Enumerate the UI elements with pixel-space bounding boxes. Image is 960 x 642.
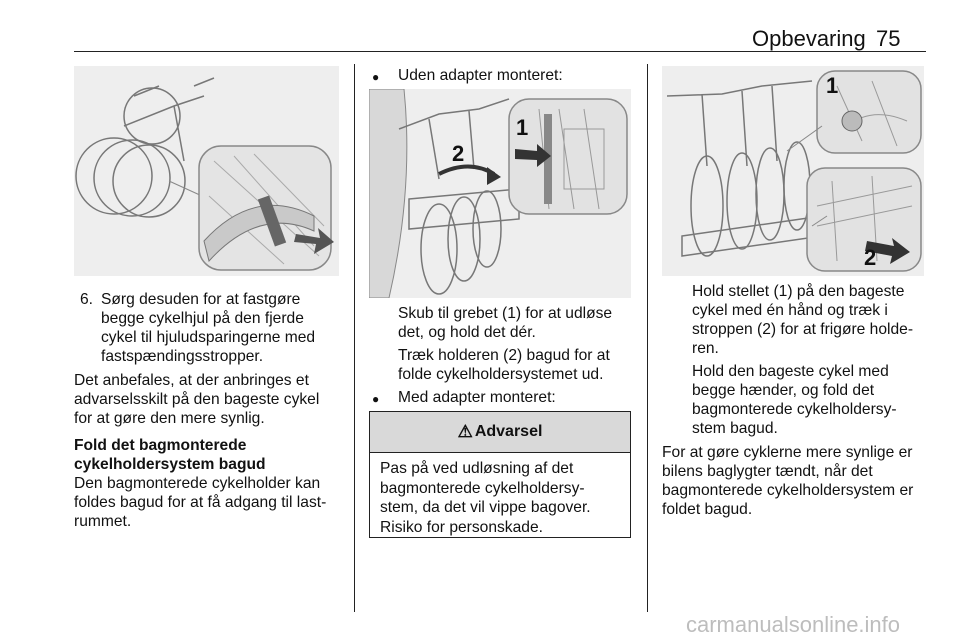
col2-p2-line-1: Træk holderen (2) bagud for at [398, 347, 610, 364]
col3-p1-line-1: Hold stellet (1) på den bageste [692, 283, 905, 300]
warning-box [369, 411, 631, 538]
warning-header [370, 412, 630, 453]
section-heading-line-1: Fold det bagmonterede [74, 437, 247, 454]
section-heading-line-2: cykelholdersystem bagud [74, 456, 266, 473]
col3-p2-line-2: begge hænder, og fold det [692, 382, 875, 399]
warning-line-1: Pas på ved udløsning af det [380, 460, 574, 477]
step-line-2: begge cykelhjul på den fjerde [101, 310, 304, 327]
rack-strap-release-illustration [662, 66, 924, 276]
column-divider-1 [354, 64, 355, 612]
callout-1-col2: 1 [516, 115, 529, 140]
warning-title: Advarsel [474, 423, 543, 440]
bullet-dot-2: ● [372, 392, 380, 406]
step-line-4: fastspændingsstropper. [101, 348, 264, 365]
callout-1-col3: 1 [826, 73, 839, 98]
body-line-1: Den bagmonterede cykelholder kan [74, 475, 321, 492]
col2-p2-line-2: folde cykelholdersystemet ud. [398, 366, 604, 383]
column-divider-2 [647, 64, 648, 612]
body-line-3: rummet. [74, 513, 132, 530]
paragraph-line-1: Det anbefales, at der anbringes et [74, 372, 309, 389]
callout-2-col2: 2 [452, 141, 465, 166]
page-number: 75 [876, 26, 901, 51]
step-line-3: cykel til hjuludsparingerne med [101, 329, 316, 346]
col3-p1-line-4: ren. [692, 340, 719, 357]
step-number: 6. [80, 291, 94, 308]
warning-line-4: Risiko for personskade. [380, 518, 543, 536]
paragraph-line-2: advarselsskilt på den bageste cykel [74, 391, 320, 408]
warning-line-2: bagmonterede cykelholdersy- [380, 479, 585, 497]
warning-body [370, 453, 630, 543]
paragraph-line-3: for at gøre den mere synlig. [74, 410, 265, 427]
col3-p3-line-2: bilens baglygter tændt, når det [662, 463, 873, 480]
col3-p1-line-2: cykel med én hånd og træk i [692, 302, 888, 319]
bullet-text-1: Uden adapter monteret: [398, 67, 563, 84]
bullet-text-2: Med adapter monteret: [398, 389, 556, 406]
body-line-2: foldes bagud for at få adgang til last- [74, 494, 327, 511]
col3-p2-line-4: stem bagud. [692, 420, 778, 437]
col3-p3-line-3: bagmonterede cykelholdersystem er [662, 482, 914, 499]
step-line-1: Sørg desuden for at fastgøre [101, 291, 301, 308]
col3-p2-line-3: bagmonterede cykelholdersy- [692, 401, 897, 418]
col3-p3-line-1: For at gøre cyklerne mere synlige er [662, 444, 913, 461]
header-rule [74, 51, 926, 52]
col3-p3-line-4: foldet bagud. [662, 501, 753, 518]
col2-p1-line-1: Skub til grebet (1) for at udløse [398, 305, 613, 322]
callout-2-col3: 2 [864, 245, 877, 270]
watermark: carmanualsonline.info [686, 612, 901, 637]
bike-wheel-strap-illustration [74, 66, 339, 276]
col3-p2-line-1: Hold den bageste cykel med [692, 363, 889, 380]
rack-release-lever-illustration [369, 89, 631, 298]
warning-line-3: stem, da det vil vippe bagover. [380, 499, 591, 516]
warning-triangle-icon: ⚠ [457, 422, 473, 441]
col3-p1-line-3: stroppen (2) for at frigøre holde- [692, 321, 914, 338]
section-title: Opbevaring [752, 26, 866, 51]
col2-p1-line-2: det, og hold det dér. [398, 324, 536, 341]
bullet-dot-1: ● [372, 70, 380, 84]
